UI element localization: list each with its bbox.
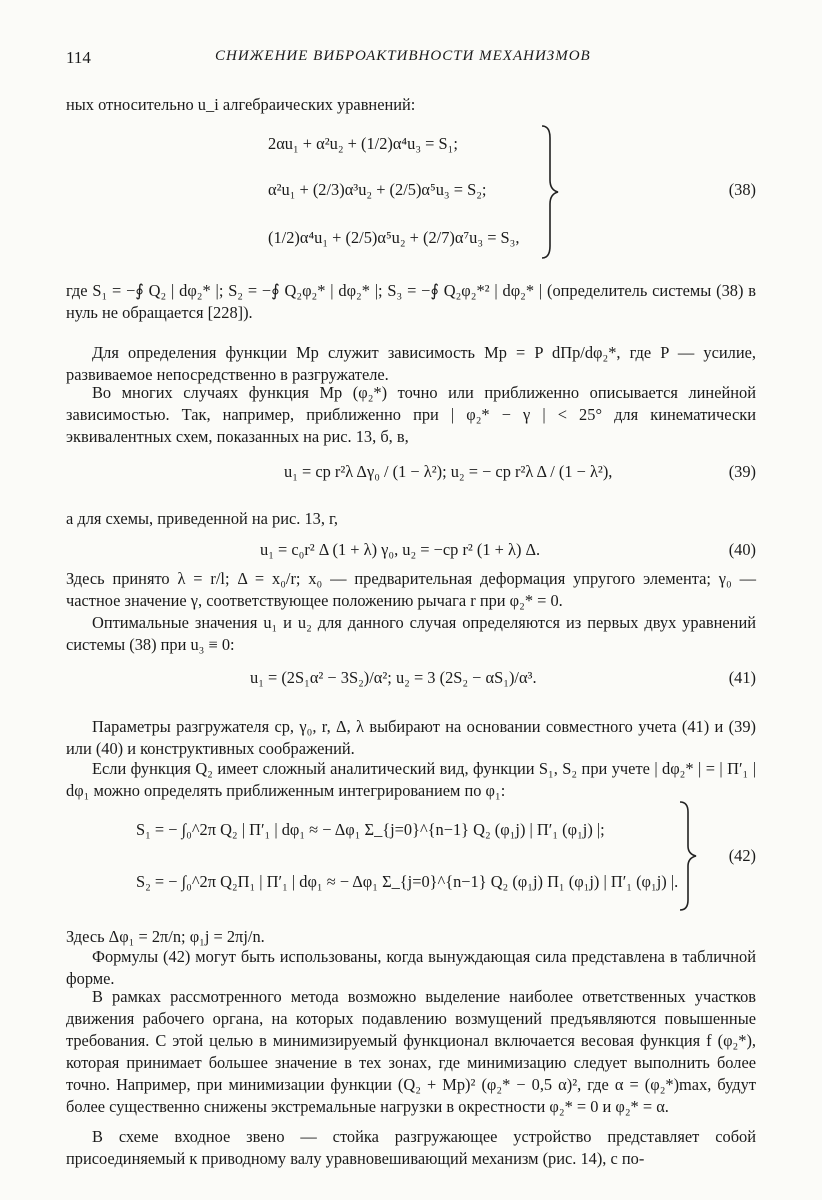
eq42-line1: S₁ = − ∫₀^2π Q₂ | Π′₁ | dφ₁ ≈ − Δφ₁ Σ_{j=0}^{n−1} Q₂ (φ₁j) | Π′₁ (φ₁j) |; <box>136 820 605 839</box>
equation-40: u₁ = c₀r² Δ (1 + λ) γ₀, u₂ = −cp r² (1 + λ) Δ. <box>260 540 541 559</box>
equation-39: u₁ = cp r²λ Δγ₀ / (1 − λ²); u₂ = − cp r²λ Δ / (1 − λ²), <box>284 462 613 481</box>
eq42-number: (42) <box>728 846 756 865</box>
eq38-number: (38) <box>728 180 756 199</box>
eq38-line1: 2αu₁ + α²u₂ + (1/2)α⁴u₃ = S₁; <box>268 134 458 153</box>
intro-line: ных относительно u_i алгебраических уравнений: <box>66 95 416 114</box>
para-if: Если функция Q₂ имеет сложный аналитический вид, функции S₁, S₂ при учете | dφ₂* | = | Π′₁ | dφ₁ можно определять приближенным интегрированием по φ₁: <box>66 759 756 800</box>
eq40-number: (40) <box>728 540 756 559</box>
running-title: СНИЖЕНИЕ ВИБРОАКТИВНОСТИ МЕХАНИЗМОВ <box>215 48 591 64</box>
equation-41: u₁ = (2S₁α² − 3S₂)/α²; u₂ = 3 (2S₂ − αS₁)/α³. <box>250 668 537 687</box>
para-within: В рамках рассмотренного метода возможно выделение наиболее ответственных участков движения рабочего органа, на которых подавлению возмущений предъявляются повышенные требования. С этой целью в минимизируемый функционал включается весовая функция f (φ₂*), которая принимает большее значение в тех зонах, где минимизацию следует выполнить более точно. Например, при минимизации функции (Q₂ + Mp)² (φ₂* − 0,5 α)², где α = (φ₂*)max, будут более существенно снижены экстремальные нагрузки в окрестности φ₂* = 0 и φ₂* = α. <box>66 987 756 1116</box>
para-where: где S₁ = −∮ Q₂ | dφ₂* |; S₂ = −∮ Q₂φ₂* | dφ₂* |; S₃ = −∮ Q₂φ₂*² | dφ₂* | (определитель системы (38) в нуль не обращается [228]). <box>66 281 756 322</box>
para-scheme: а для схемы, приведенной на рис. 13, г, <box>66 509 339 528</box>
para-linear: Во многих случаях функция Mp (φ₂*) точно или приближенно описывается линейной зависимостью. Так, например, приближенно при | φ₂* − γ | < 25° для кинематически эквивалентных схем, показанных на рис. 13, б, в, <box>66 383 756 446</box>
eq41-number: (41) <box>728 668 756 687</box>
para-optimal: Оптимальные значения u₁ и u₂ для данного случая определяются из первых двух уравнений системы (38) при u₃ ≡ 0: <box>66 613 756 654</box>
running-header <box>60 48 762 72</box>
right-brace-42 <box>676 800 700 912</box>
page-number: 114 <box>66 48 91 67</box>
para-scheme-input: В схеме входное звено — стойка разгружающее устройство представляет собой присоединяемый к приводному валу уравновешивающий механизм (рис. 14), с по- <box>66 1127 756 1168</box>
eq42-line2: S₂ = − ∫₀^2π Q₂Π₁ | Π′₁ | dφ₁ ≈ − Δφ₁ Σ_{j=0}^{n−1} Q₂ (φ₁j) Π₁ (φ₁j) | Π′₁ (φ₁j) |. <box>136 872 679 891</box>
eq38-line2: α²u₁ + (2/3)α³u₂ + (2/5)α⁵u₃ = S₂; <box>268 180 487 199</box>
eq39-number: (39) <box>728 462 756 481</box>
para-here-2: Здесь Δφ₁ = 2π/n; φ₁j = 2πj/n. <box>66 927 265 946</box>
para-params: Параметры разгружателя cp, γ₀, r, Δ, λ выбирают на основании совместного учета (41) и (39) или (40) и конструктивных соображений. <box>66 717 756 758</box>
para-mp: Для определения функции Mp служит зависимость Mp = P dΠp/dφ₂*, где P — усилие, развиваемое непосредственно в разгружателе. <box>66 343 756 384</box>
para-formulas: Формулы (42) могут быть использованы, когда вынуждающая сила представлена в табличной форме. <box>66 947 756 988</box>
eq38-line3: (1/2)α⁴u₁ + (2/5)α⁵u₂ + (2/7)α⁷u₃ = S₃, <box>268 228 520 247</box>
para-here-1: Здесь принято λ = r/l; Δ = x₀/r; x₀ — предварительная деформация упругого элемента; γ₀ — частное значение γ, соответствующее положению рычага r при φ₂* = 0. <box>66 569 756 610</box>
right-brace-38 <box>538 124 562 260</box>
